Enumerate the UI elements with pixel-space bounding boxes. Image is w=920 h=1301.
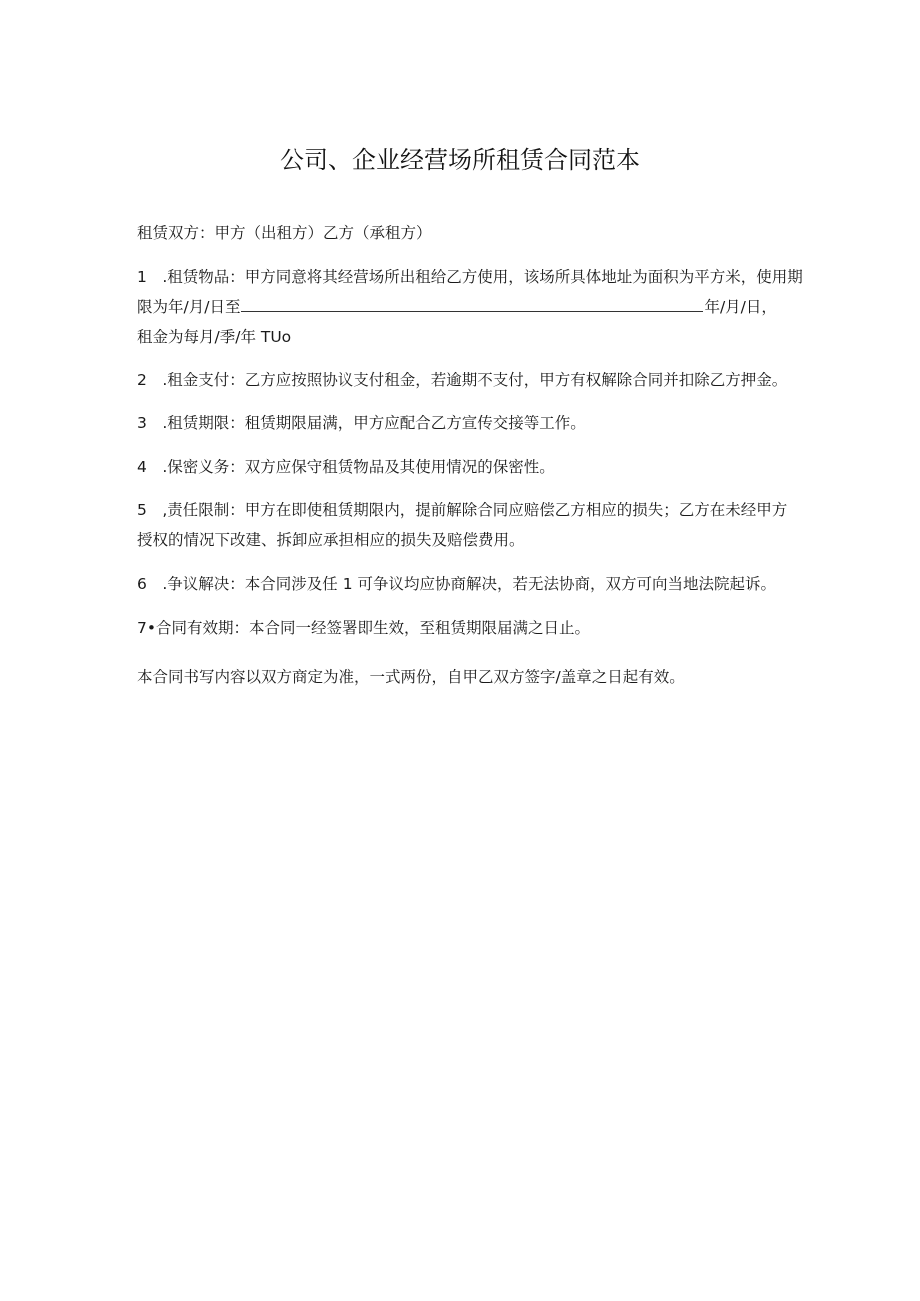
- parties-line: [137, 218, 797, 248]
- clause-6-text: 6 .争议解决：本合同涉及任 1 可争议均应协商解决，若无法协商，双方可向当地法院起诉。: [137, 575, 777, 593]
- clause-5: [137, 495, 797, 555]
- clause-1-line-2-end: 年/月/日，: [704, 298, 777, 316]
- clause-3: [137, 408, 797, 438]
- clause-1-line-2-start: 限为年/月/日至: [137, 298, 241, 316]
- clause-1: [137, 262, 803, 352]
- clause-6: [137, 569, 797, 599]
- parties-text: 租赁双方：甲方（出租方）乙方（承租方）: [137, 224, 432, 242]
- closing-text: 本合同书写内容以双方商定为准，一式两份，自甲乙双方签字/盖章之日起有效。: [137, 668, 685, 686]
- clause-3-text: 3 .租赁期限：租赁期限届满，甲方应配合乙方宣传交接等工作。: [137, 414, 586, 432]
- clause-4: [137, 452, 797, 482]
- clause-2-text: 2 .租金支付：乙方应按照协议支付租金，若逾期不支付，甲方有权解除合同并扣除乙方押金。: [137, 371, 788, 389]
- clause-4-text: 4 .保密义务：双方应保守租赁物品及其使用情况的保密性。: [137, 458, 555, 476]
- clause-5-line-1: 5 ,责任限制：甲方在即使租赁期限内，提前解除合同应赔偿乙方相应的损失；乙方在未经甲方: [137, 501, 788, 519]
- document-title: 公司、企业经营场所租赁合同范本: [280, 146, 640, 174]
- clause-7: [137, 613, 797, 643]
- clause-1-line-2: [137, 292, 797, 322]
- clause-1-line-3: 租金为每月/季/年 TUo: [137, 328, 292, 346]
- closing-statement: [137, 662, 797, 692]
- clause-2: [137, 365, 797, 395]
- clause-7-text: 7•合同有效期：本合同一经签署即生效，至租赁期限届满之日止。: [137, 619, 591, 637]
- clause-1-line-1: 1 .租赁物品：甲方同意将其经营场所出租给乙方使用，该场所具体地址为面积为平方米，使用期: [137, 268, 803, 286]
- clause-5-line-2: 授权的情况下改建、拆卸应承担相应的损失及赔偿费用。: [137, 531, 525, 549]
- date-blank-underline: [241, 295, 703, 312]
